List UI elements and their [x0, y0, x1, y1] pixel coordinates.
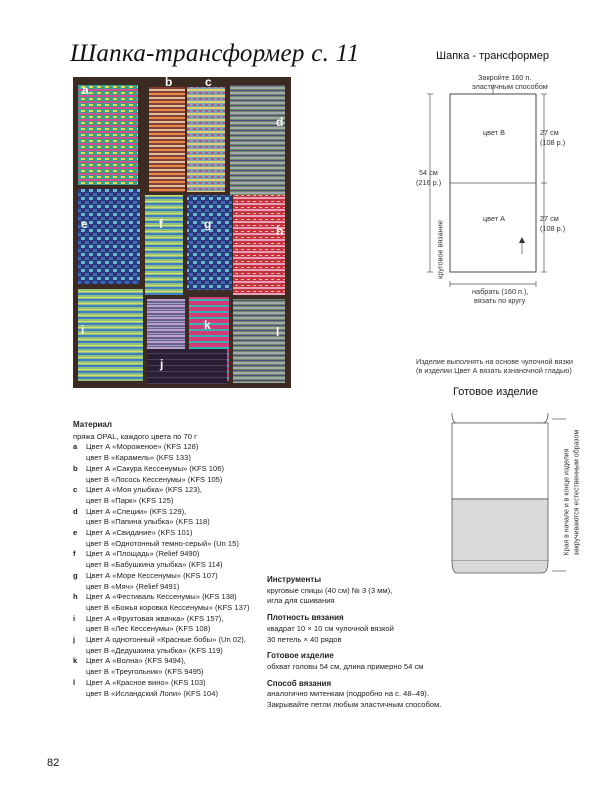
right-a-2: (108 р.)	[540, 224, 566, 233]
photo-letter: h	[276, 224, 284, 238]
material-item: b Цвет А «Сакура Кессенумы» (KFS 106) цвет В «Лосось Кессенумы» (KFS 105)	[73, 463, 224, 484]
material-item: h Цвет А «Фестиваль Кессенумы» (KFS 138) цвет В «Божья коровка Кессенумы» (KFS 137)	[73, 592, 250, 612]
vertical-label: круговое вязание	[435, 220, 445, 279]
tools-line: круговые спицы (40 см) № 3 (3 мм),	[267, 585, 393, 595]
gauge-line: квадрат 10 × 10 см чулочной вязкой	[267, 623, 394, 633]
finished-side-2: закручиваются естественным образом	[573, 429, 581, 556]
right-b-1: 27 см	[540, 128, 559, 137]
note-1: Изделие выполнять на основе чулочной вязки	[416, 357, 573, 366]
material-item: g Цвет А «Море Кессенумы» (KFS 107) цвет В «Мяч» (Relief 9491)	[73, 570, 218, 591]
materials-heading: Материал	[73, 420, 112, 429]
materials-intro: пряжа OPAL, каждого цвета по 70 г	[73, 431, 197, 441]
material-item: c Цвет А «Моя улыбка» (KFS 123), цвет В «Парк» (KFS 125)	[73, 485, 203, 505]
pattern-title: Шапка - трансформер	[436, 50, 550, 62]
info-block	[267, 575, 527, 711]
photo-letter: d	[276, 115, 284, 129]
material-item: f Цвет А «Площадь» (Relief 9490) цвет В «Бабушкина улыбка» (KFS 114)	[73, 549, 223, 570]
gauge-heading: Плотность вязания	[267, 613, 344, 623]
photo-letter: e	[81, 217, 88, 231]
top-note-2: эластичным способом	[472, 82, 548, 91]
finished-diagram	[440, 405, 575, 580]
material-item: e Цвет А «Свидание» (KFS 101) цвет В «Однотонный темно-серый» (Un 15)	[73, 528, 239, 548]
bottom-2: вязать по кругу	[474, 296, 526, 305]
photo-letter: b	[165, 75, 173, 89]
right-b-2: (108 р.)	[540, 138, 566, 147]
materials-block	[73, 420, 273, 699]
color-a-label: цвет А	[483, 214, 506, 223]
material-item: l Цвет А «Красное вино» (KFS 103) цвет В «Исландский Лопи» (KFS 104)	[73, 677, 219, 698]
material-item: k Цвет А «Волна» (KFS 9494), цвет В «Треугольник» (KFS 9495)	[73, 656, 204, 677]
photo-letter: l	[276, 325, 280, 339]
material-item: a Цвет А «Мороженое» (KFS 128) цвет В «Карамель» (KFS 133)	[73, 442, 199, 463]
note-2: (в изделии Цвет А вязать изнаночной гладью)	[416, 366, 572, 375]
finished-title: Готовое изделие	[453, 386, 538, 398]
material-item: i Цвет А «Фруктовая жвачка» (KFS 157), цвет В «Лес Кессенумы» (KFS 108)	[73, 613, 224, 634]
tools-line: игла для сшивания	[267, 596, 335, 606]
finished-heading: Готовое изделие	[267, 651, 334, 661]
material-item: j Цвет А однотонный «Красные бобы» (Un 02), цвет В «Дедушкина улыбка» (KFS 119)	[73, 635, 246, 655]
photo-letter: k	[204, 318, 211, 332]
photo-letter: c	[205, 75, 212, 89]
method-line: аналогично митенкам (подробно на с. 48–49).	[267, 689, 429, 699]
photo-letter: g	[204, 217, 212, 231]
material-item: d Цвет А «Специи» (KFS 129), цвет В «Папина улыбка» (KFS 118)	[73, 506, 210, 527]
left-2: (216 р.)	[416, 178, 442, 187]
method-line: Закрывайте петли любым эластичным способом.	[267, 700, 442, 710]
left-1: 54 см	[419, 168, 438, 177]
page-number: 82	[47, 757, 60, 769]
photo-letter: a	[82, 83, 89, 97]
photo-letter: f	[159, 217, 163, 231]
page-title: Шапка-трансформер с. 11	[70, 40, 360, 67]
top-note-1: Закройте 160 п.	[478, 73, 532, 82]
photo-letter: i	[81, 323, 85, 337]
photo-letter: j	[160, 357, 164, 371]
hats-illustration	[73, 77, 291, 388]
finished-side-1: Края в начале и в конце изделия	[563, 448, 571, 556]
bottom-1: набрать (160 п.),	[472, 287, 529, 296]
gauge-line: 30 петель × 40 рядов	[267, 634, 342, 644]
color-b-label: цвет В	[483, 128, 506, 137]
right-a-1: 27 см	[540, 214, 559, 223]
method-heading: Способ вязания	[267, 678, 332, 688]
finished-line: обхват головы 54 см, длина примерно 54 см	[267, 661, 424, 671]
hats-photo	[73, 77, 291, 388]
tools-heading: Инструменты	[267, 575, 322, 584]
